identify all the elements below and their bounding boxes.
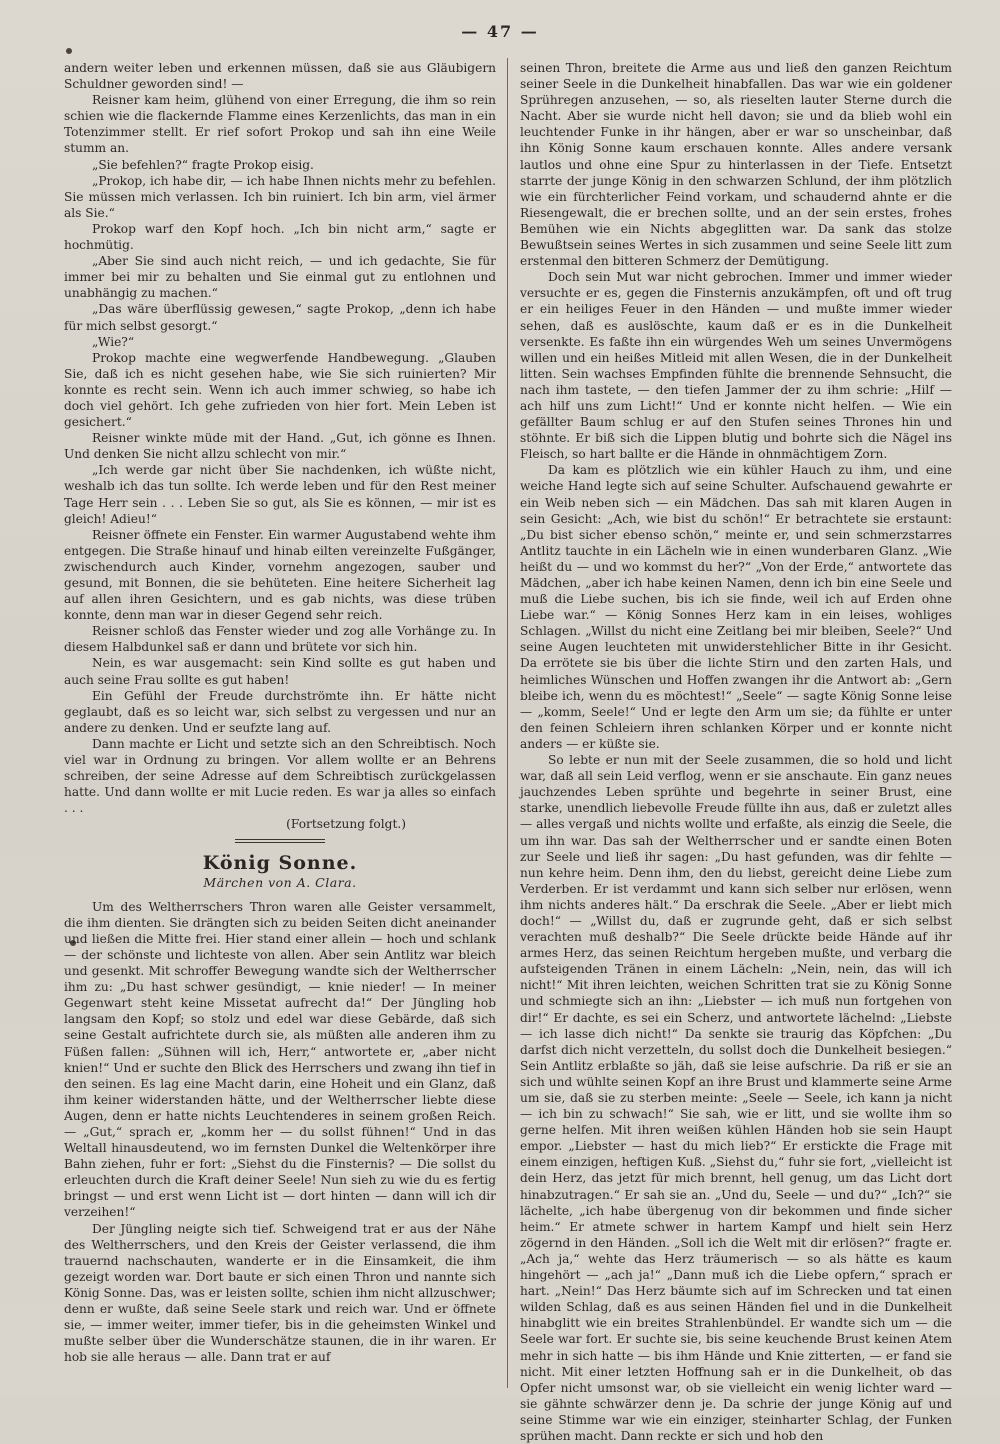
paragraph: „Sie befehlen?“ fragte Prokop eisig.: [92, 157, 314, 172]
paragraph: Nein, es war ausgemacht: sein Kind sollte es gut haben und auch seine Frau sollte es gut haben!: [64, 656, 496, 687]
paragraph: „Wie?“: [92, 334, 135, 349]
section-divider: [235, 839, 325, 843]
paragraph: Reisner schloß das Fenster wieder und zog alle Vorhänge zu. In diesem Halbdunkel saß er dann und brütete vor sich hin.: [64, 624, 496, 655]
paragraph: „Aber Sie sind auch nicht reich, — und ich gedachte, Sie für immer bei mir zu behalten und Sie einmal gut zu entlohnen und unabhängig zu machen.“: [64, 254, 496, 301]
print-speck: [66, 48, 72, 54]
right-column: [520, 60, 952, 1443]
paragraph: Um des Weltherrschers Thron waren alle Geister versammelt, die ihm dienten. Sie drängten sich zu beiden Seiten dicht aneinander und ließen die Mitte frei. Hier stand einer allein — hoch und schlank — der schönste und lichteste von allen. Aber sein Antlitz war bleich und gesenkt. Mit schroffer Bewegung wandte sich der Weltherrscher ihm zu: „Du hast schwer gesündigt, — knie nieder! — In meiner Gegenwart steht keine Missetat aufrecht da!“ Der Jüngling hob langsam den Kopf; so stolz und edel war diese Gebärde, daß sich seine Gestalt aufrichtete durch sie, als müßten alle anderen ihm zu Füßen fallen: „Sühnen will ich, Herr,“ antwortete er, „aber nicht knien!“ Und er suchte den Blick des Herrschers und zwang ihn tief in den seinen. Es lag eine Macht darin, eine Hoheit und ein Glanz, daß ihm keiner widerstanden hätte, und der Weltherrscher liebte diese Augen, denn er hatte nichts Leuchtenderes in seinem großen Reich. — „Gut,“ sprach er, „komm her — du sollst fühnen!“ Und in das Weltall hinausdeutend, wo im fernsten Dunkel die Weltenkörper ihre Bahn ziehen, fuhr er fort: „Siehst du die Finsternis? — Die sollst du erleuchten durch die Kraft deiner Seele! Nun sieh zu wie du es fertig bringst — und erst wenn Licht ist — dort hinten — dann will ich dir verzeihen!“: [64, 899, 496, 1220]
paragraph: „Prokop, ich habe dir, — ich habe Ihnen nichts mehr zu befehlen. Sie müssen mich verlassen. Ich bin ruiniert. Ich bin arm, viel ärmer als Sie.“: [64, 173, 496, 220]
paragraph: Doch sein Mut war nicht gebrochen. Immer und immer wieder versuchte er es, gegen die Finsternis anzukämpfen, oft und oft trug er ein heiliges Feuer in den Händen — und mußte immer wieder sehen, daß es auslöschte, kaum daß er es in die Dunkelheit versenkte. Es faßte ihn ein würgendes Weh um seines Unvermögens willen und ein heißes Mitleid mit allen Wesen, die in der Dunkelheit litten. Sein wachses Empfinden fühlte die brennende Sehnsucht, die nach ihm tastete, — den tiefen Jammer der zu ihm schrie: „Hilf — ach hilf uns zum Licht!“ Und er konnte nicht helfen. — Wie ein gefällter Baum schlug er auf den Stufen seines Thrones hin und stöhnte. Er biß sich die Lippen blutig und bohrte sich die Nägel ins Fleisch, so hart ballte er die Hände in ohnmächtigem Zorn.: [520, 270, 952, 462]
paragraph: Dann machte er Licht und setzte sich an den Schreibtisch. Noch viel war in Ordnung zu bringen. Vor allem wollte er an Behrens schreiben, der seine Adresse auf dem Schreibtisch zurückgelassen hatte. Und dann wollte er mit Lucie reden. Es war ja alles so einfach . . .: [64, 736, 496, 816]
page-number: — 47 —: [461, 22, 539, 41]
paragraph: Reisner öffnete ein Fenster. Ein warmer Augustabend wehte ihm entgegen. Die Straße hinauf und hinab eilten vereinzelte Fußgänger, zwischendurch auch Kinder, vornehm angezogen, sauber und gesund, mit Bonnen, die sie behüteten. Eine heitere Sicherheit lag auf allen ihren Gesichtern, und es gab nichts, was diese trüben konnte, denn man war in dieser Gegend sehr reich.: [64, 527, 496, 623]
paragraph: Der Jüngling neigte sich tief. Schweigend trat er aus der Nähe des Weltherrschers, und den Kreis der Geister verlassend, die ihm trauernd nachschauten, wanderte er in die Einsamkeit, die ihm gezeigt worden war. Dort baute er sich einen Thron und nannte sich König Sonne. Das, was er leisten sollte, schien ihm nicht allzuschwer; denn er wußte, daß seine Seele stark und reich war. Und er öffnete sie, — immer weiter, immer tiefer, bis in die geheimsten Winkel und mußte selber über die Wunderschätze staunen, die in ihr waren. Er hob sie alle heraus — alle. Dann trat er auf: [64, 1221, 496, 1365]
story-subtitle: Märchen von A. Clara.: [203, 874, 357, 890]
column-divider: [507, 58, 508, 1388]
paragraph: Prokop machte eine wegwerfende Handbewegung. „Glauben Sie, daß ich es nicht gesehen habe, wie Sie sich ruinierten? Mir konnte es recht sein. Wenn ich auch immer schwieg, so habe ich doch viel gehört. Ich gehe zufrieden von hier fort. Mein Leben ist gesichert.“: [64, 350, 496, 430]
paragraph: So lebte er nun mit der Seele zusammen, die so hold und licht war, daß all sein Leid verflog, wenn er sie anschaute. Ein ganz neues jauchzendes Leben sprühte und begehrte in seiner Brust, eine starke, unendlich liebevolle Freude füllte ihn aus, daß er zuletzt alles — alles vergaß und nichts wollte und erfaßte, als einzig die Seele, die um ihn war. Das sah der Weltherrscher und er sandte einen Boten zur Seele und ließ ihr sagen: „Du hast gefunden, was dir fehlte — nun kehre heim. Denn ihm, den du liebst, gereicht deine Liebe zum Verderben. Er ist verdammt und kann sich selber nur erlösen, wenn ihm nichts anderes hält.“ Da erschrak die Seele. „Aber er liebt mich doch!“ — „Willst du, daß er zugrunde geht, daß er sich selbst verachten muß deshalb?“ Die Seele drückte beide Hände auf ihr armes Herz, das seinen Reichtum hergeben mußte, und verbarg die aufsteigenden Tränen in einem Lächeln: „Nein, nein, das will ich nicht!“ Mit ihren leichten, weichen Schritten trat sie zu König Sonne und schmiegte sich an ihn: „Liebster — ich muß nun fortgehen von dir!“ Er dachte, es sei ein Scherz, und antwortete lächelnd: „Liebste — ich lasse dich nicht!“ Da senkte sie traurig das Köpfchen: „Du darfst dich nicht verzetteln, du sollst doch die Dunkelheit besiegen.“ Sein Antlitz erblaßte so jäh, daß sie leise aufschrie. Da riß er sie an sich und wühlte seinen Kopf an ihre Brust und klammerte seine Arme um sie, daß sie zu sterben meinte: „Seele — Seele, ich kann ja nicht — ich bin zu schwach!“ Sie sah, wie er litt, und sie wollte ihm so gerne helfen. Mit ihren weißen kühlen Händen hob sie sein Haupt empor. „Liebster — hast du mich lieb?“ Er erstickte die Frage mit einem einzigen, heftigen Kuß. „Siehst du,“ fuhr sie fort, „vielleicht ist dein Herz, das jetzt für mich brennt, hell genug, um das Licht dort hinabzutragen.“ Er sah sie an. „Und du, Seele — und du?“ „Ich?“ sie lächelte, „ich habe übergenug von dir bekommen und finde sicher heim.“ Er atmete schwer in hartem Kampf und hielt sein Herz zögernd in den Händen. „Soll ich die Welt mit dir erlösen?“ fragte er. „Ach ja,“ wehte das Herz träumerisch — so als hätte es kaum hingehört — „ach ja!“ „Dann muß ich die Liebe opfern,“ sprach er hart. „Nein!“ Das Herz bäumte sich auf im Schrecken und tat einen wilden Schlag, daß es aus seinen Händen fiel und in die Dunkelheit hinabglitt wie ein breites Strahlenbündel. Er wandte sich um — die Seele war fort. Er suchte sie, bis seine keuchende Brust keinen Atem mehr in sich hatte — bis ihm Hände und Knie zitterten, — er fand sie nicht. Mit einer letzten Hoffnung sah er in die Dunkelheit, ob das Opfer nicht umsonst war, ob sie vielleicht ein wenig lichter ward — sie gähnte schwärzer denn je. Da schrie der junge König auf und seine Stimme war wie ein einziger, steinharter Schlag, der Funken sprühen macht. Dann reckte er sich und hob den: [520, 753, 952, 1443]
paragraph: andern weiter leben und erkennen müssen, daß sie aus Gläubigern Schuldner geworden sind! —: [64, 61, 496, 92]
continuation-note: (Fortsetzung folgt.): [286, 817, 406, 832]
left-column: [64, 60, 496, 1380]
paragraph: Da kam es plötzlich wie ein kühler Hauch zu ihm, und eine weiche Hand legte sich auf seine Schulter. Aufschauend gewahrte er ein Weib neben sich — ein Mädchen. Das sah mit klaren Augen in sein Gesicht: „Ach, wie bist du schön!“ Er betrachtete sie erstaunt: „Du bist sicher ebenso schön,“ meinte er, und sein schmerzstarres Antlitz tauchte in ein Lächeln wie in einen wunderbaren Glanz. „Wie heißt du — und wo kommst du her?“ „Von der Erde,“ antwortete das Mädchen, „aber ich habe keinen Namen, denn ich bin eine Seele und muß die Liebe suchen, bis ich sie finde, weil ich auf Erden ohne Liebe war.“ — König Sonnes Herz kam in ein leises, wohliges Schlagen. „Willst du nicht eine Zeitlang bei mir bleiben, Seele?“ Und seine Augen leuchteten mit unwiderstehlicher Bitte in ihr Gesicht. Da errötete sie bis über die lichte Stirn und den zarten Hals, und heimliches Wünschen und Hoffen zwangen ihr die Antwort ab: „Gern bleibe ich, wenn du es möchtest!“ „Seele“ — sagte König Sonne leise — „komm, Seele!“ Und er legte den Arm um sie; da fühlte er unter den feinen Schleiern ihren schlanken Körper und er konnte nicht anders — er küßte sie.: [520, 463, 952, 751]
paragraph: Prokop warf den Kopf hoch. „Ich bin nicht arm,“ sagte er hochmütig.: [64, 221, 496, 253]
paragraph: seinen Thron, breitete die Arme aus und ließ den ganzen Reichtum seiner Seele in die Dunkelheit hinabfallen. Das war wie ein goldener Sprühregen anzusehen, — so, als rieselten lauter Sterne durch die Nacht. Aber sie wurde nicht hell davon; sie und da blieb wohl ein leuchtender Funke in ihr hängen, aber er war so unscheinbar, daß ihn König Sonne kaum erschauen konnte. Alles andere versank lautlos und ohne eine Spur zu hinterlassen in der Tiefe. Entsetzt starrte der junge König in den schwarzen Schlund, der ihm plötzlich wie ein fürchterlicher Feind vorkam, und schaudernd ahnte er die Riesengewalt, die er brechen sollte, und an der sein erstes, frohes Bemühen wie ein Nichts abgeglitten war. Da sank das stolze Bewußtsein seines Wertes in sich zusammen und seine Seele litt zum erstenmal den bitteren Schmerz der Demütigung.: [520, 61, 952, 269]
paragraph: „Das wäre überflüssig gewesen,“ sagte Prokop, „denn ich habe für mich selbst gesorgt.“: [64, 302, 496, 333]
paragraph: „Ich werde gar nicht über Sie nachdenken, ich wüßte nicht, weshalb ich das tun sollte. Ich werde leben und für den Rest meiner Tage Herr sein . . . Leben Sie so gut, als Sie es können, — mir ist es gleich! Adieu!“: [64, 463, 496, 526]
story-title: König Sonne.: [202, 851, 358, 874]
paragraph: Ein Gefühl der Freude durchströmte ihn. Er hätte nicht geglaubt, daß es so leicht war, sich selbst zu vergessen und nur an andere zu denken. Und er seufzte lang auf.: [64, 688, 496, 735]
paragraph: Reisner winkte müde mit der Hand. „Gut, ich gönne es Ihnen. Und denken Sie nicht allzu schlecht von mir.“: [64, 431, 496, 462]
paragraph: Reisner kam heim, glühend von einer Erregung, die ihm so rein schien wie die flackernde Flamme eines Kerzenlichts, das man in ein Totenzimmer stellt. Er rief sofort Prokop und sah ihn eine Weile stumm an.: [64, 93, 496, 156]
